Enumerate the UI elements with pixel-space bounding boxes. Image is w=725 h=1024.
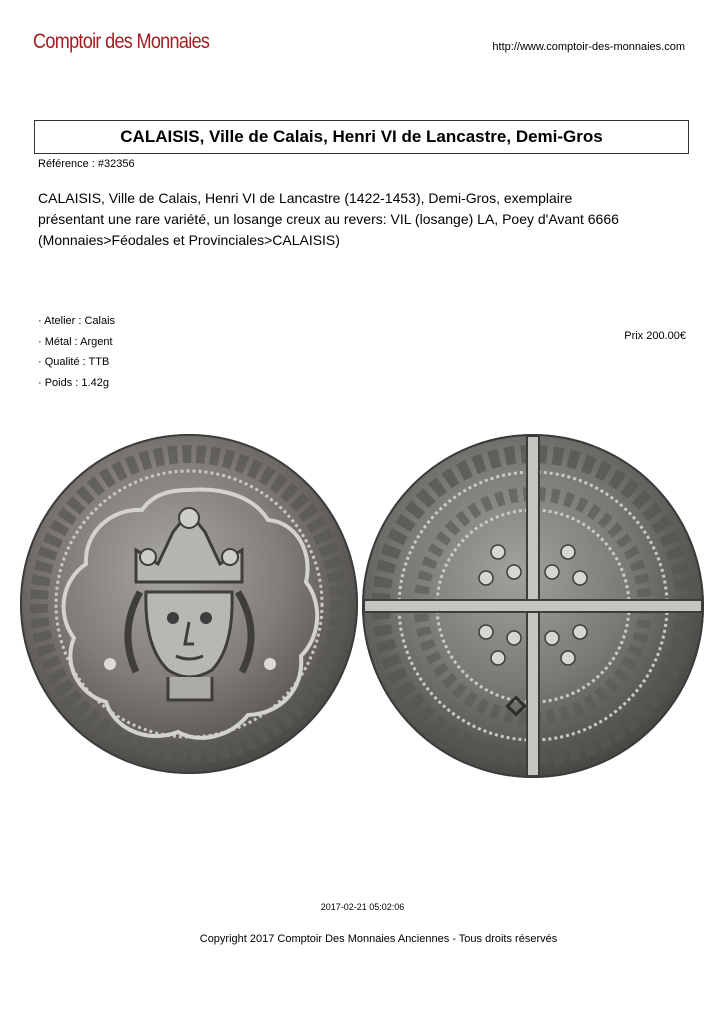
description xyxy=(38,188,680,251)
spec-atelier: · Atelier : Calais xyxy=(38,315,116,327)
timestamp: 2017-02-21 05:02:06 xyxy=(320,902,405,912)
price: Prix 200.00€ xyxy=(624,330,686,342)
site-url[interactable]: http://www.comptoir-des-monnaies.com xyxy=(492,41,685,53)
spec-weight: · Poids : 1.42g xyxy=(38,376,109,389)
spec-metal: · Métal : Argent xyxy=(38,335,113,348)
specs-list xyxy=(38,311,115,393)
title-box xyxy=(34,120,689,154)
coin-obverse-image xyxy=(18,432,360,781)
reference-number: Référence : #32356 xyxy=(38,158,135,170)
coin-reverse-image xyxy=(360,432,706,785)
description-line: présentant une rare variété, un losange creux au revers: VIL (losange) LA, Poey d'Avant 6666 xyxy=(38,211,619,227)
description-line: CALAISIS, Ville de Calais, Henri VI de Lancastre (1422-1453), Demi-Gros, exemplaire xyxy=(38,190,573,206)
spec-quality: · Qualité : TTB xyxy=(38,356,110,368)
description-line: (Monnaies>Féodales et Provinciales>CALAISIS) xyxy=(38,232,340,248)
brand-logo[interactable]: Comptoir des Monnaies xyxy=(33,30,210,53)
page-title: CALAISIS, Ville de Calais, Henri VI de Lancastre, Demi-Gros xyxy=(120,127,603,146)
copyright: Copyright 2017 Comptoir Des Monnaies Anciennes - Tous droits réservés xyxy=(199,933,558,945)
